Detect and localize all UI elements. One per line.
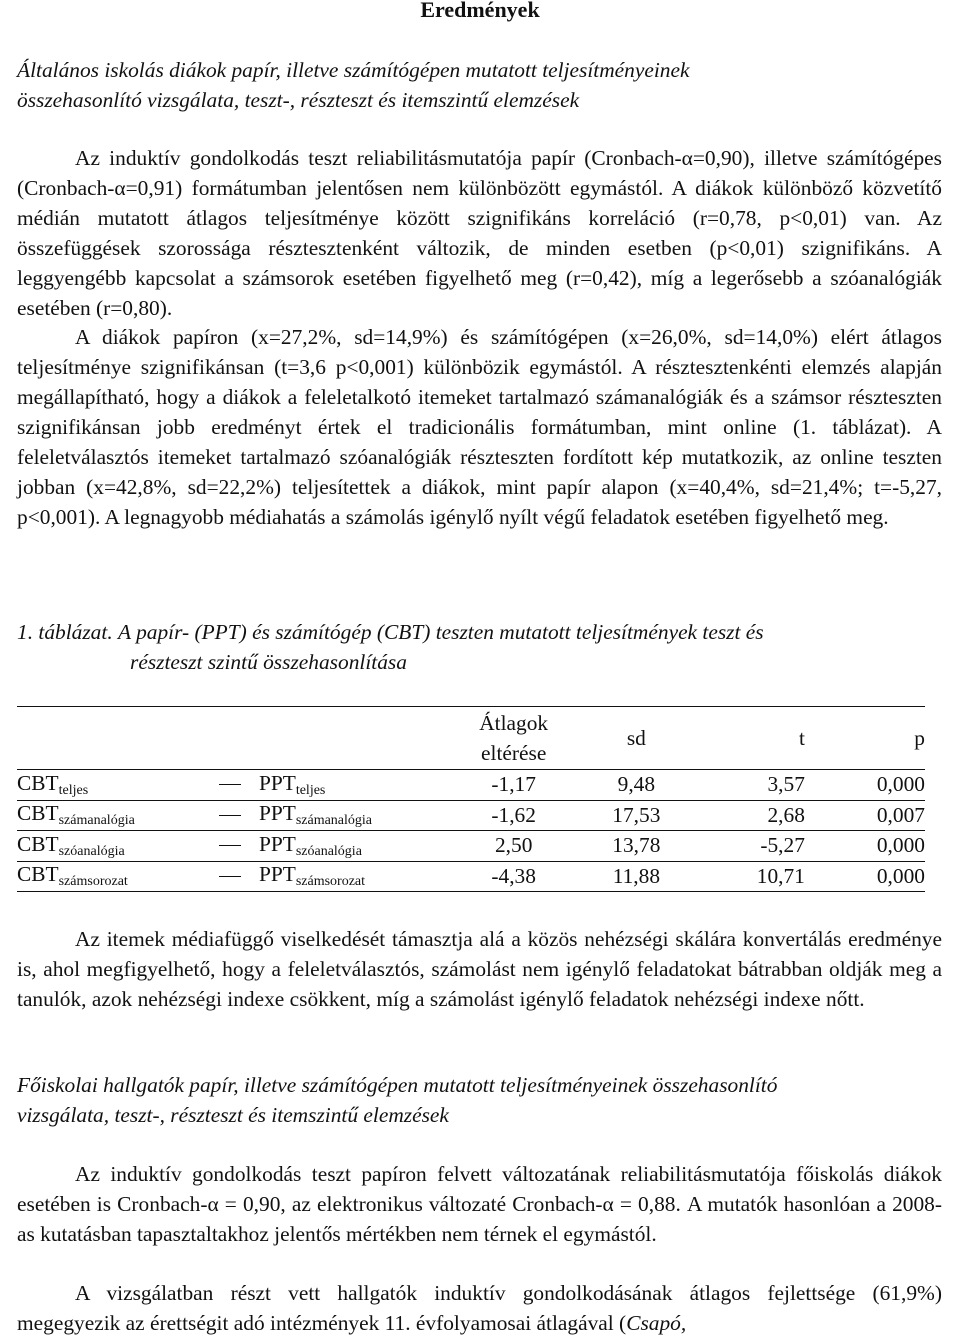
paragraph-item-behaviour	[17, 924, 942, 1014]
dash-icon	[219, 815, 241, 816]
paragraph-college-reliability	[17, 1159, 942, 1249]
header-mean-difference: Átlagok eltérése	[479, 711, 549, 765]
paragraph-text: Az induktív gondolkodás teszt papíron felvett változatának reliabilitásmutatója főiskolás diákok esetében is Cronbach-α = 0,90, az elektronikus változaté Cronbach-α = 0,88. A mutatók hasonlóan a 2008-as kutatásban tapasztaltakhoz jelentős mértékben nem térnek el egymástól.	[17, 1162, 942, 1246]
mean-diff-cell: -1,17	[491, 772, 536, 797]
results-heading: Eredmények	[420, 0, 540, 22]
ppt-cell: $PPT_{teljes}$	[219, 770, 450, 801]
table-caption-title-cont: részteszt szintű összehasonlítása	[130, 650, 407, 674]
t-cell: 10,71	[756, 863, 805, 888]
paragraph-text: Az induktív gondolkodás teszt reliabilitásmutatója papír (Cronbach-α=0,90), illetve számítógépes (Cronbach-α=0,91) formátumban jelentősen nem különbözött egymástól. A diákok különböző közvetítő médián mutatott átlagos teljesítménye között szignifikáns korreláció (r=0,78, p<0,01) van. Az összefüggések szorossága résztesztenként változik, de minden esetben (p<0,01) szignifikáns. A leggyengébb kapcsolat a számsorok esetében figyelhető meg (r=0,42), míg a legerősebb a szóanalógiák esetében (r=0,80).	[17, 146, 942, 320]
paragraph-college-mean	[17, 1278, 942, 1338]
sd-cell: 9,48	[617, 772, 656, 797]
table-header-row	[17, 707, 925, 770]
section-title-primary-school	[17, 55, 937, 115]
t-cell: -5,27	[760, 833, 805, 858]
table-caption-label: 1. táblázat.	[17, 620, 113, 644]
cbt-cell: $CBT_{szóanalógia}$	[17, 831, 125, 859]
table-row	[17, 800, 925, 831]
table-row	[17, 861, 925, 892]
p-cell: 0,000	[876, 833, 925, 858]
ppt-cell: $PPT_{számsorozat}$	[219, 861, 450, 892]
paragraph-reliability	[17, 143, 942, 323]
section-title-line: vizsgálata, teszt-, részteszt és itemszintű elemzések	[17, 1103, 449, 1127]
sd-cell: 13,78	[612, 833, 661, 858]
paragraph-text: A vizsgálatban részt vett hallgatók induktív gondolkodásának átlagos fejlettsége (61,9%) megegyezik az érettségit adó intézmények 11. évfolyamosai átlagával (	[17, 1281, 942, 1335]
section-title-college	[17, 1070, 937, 1130]
citation-author: Csapó,	[626, 1311, 687, 1335]
p-cell: 0,000	[876, 772, 925, 797]
sd-cell: 17,53	[612, 802, 661, 827]
cbt-cell: $CBT_{számanalógia}$	[17, 801, 135, 829]
dash-icon	[219, 845, 241, 846]
table-caption-title: A papír- (PPT) és számítógép (CBT) teszten mutatott teljesítmények teszt és	[118, 620, 764, 644]
table-row	[17, 831, 925, 862]
mean-diff-cell: -1,62	[491, 802, 536, 827]
section-title-line: Általános iskolás diákok papír, illetve számítógépen mutatott teljesítményeinek	[17, 58, 690, 82]
cbt-cell: $CBT_{teljes}$	[17, 770, 89, 798]
ppt-cell: $PPT_{szóanalógia}$	[219, 831, 450, 862]
dash-icon	[219, 784, 241, 785]
ppt-cell: $PPT_{számanalógia}$	[219, 800, 450, 831]
header-t: t	[798, 726, 805, 750]
p-cell: 0,000	[876, 863, 925, 888]
mean-diff-cell: -4,38	[491, 863, 536, 888]
results-table	[17, 706, 925, 892]
sd-cell: 11,88	[612, 863, 661, 888]
table-row	[17, 770, 925, 801]
paragraph-mean-performance	[17, 322, 942, 532]
header-sd: sd	[626, 726, 646, 750]
header-p: p	[914, 726, 925, 750]
paragraph-text: A diákok papíron (x=27,2%, sd=14,9%) és számítógépen (x=26,0%, sd=14,0%) elért átlagos teljesítménye szignifikánsan (t=3,6 p<0,001) különbözik egymástól. A résztesztenkénti elemzés alapján megállapítható, hogy a diákok a feleletalkotó itemeket tartalmazó számanalógiák és a számsor részteszten szignifikánsan jobb eredményt értek el tradicionális formátumban, mint online (1. táblázat). A feleletválasztós itemeket tartalmazó szóanalógiák részteszten fordított kép mutatkozik, az online teszten jobban (x=42,8%, sd=22,2%) teljesítettek a diákok, mint papír alapon (x=40,4%, sd=21,4%; t=-5,27, p<0,001). A legnagyobb médiahatás a számolás igénylő nyílt végű feladatok esetében figyelhető meg.	[17, 325, 942, 529]
p-cell: 0,007	[876, 802, 925, 827]
paragraph-text: Az itemek médiafüggő viselkedését támasztja alá a közös nehézségi skálára konvertálás eredménye is, ahol megfigyelhető, hogy a feleletválasztós, számolást nem igénylő feladatokat bátrabban oldják meg a tanulók, azok nehézségi indexe csökkent, míg a számolást igénylő feladatok nehézségi indexe nőtt.	[17, 927, 942, 1011]
mean-diff-cell: 2,50	[494, 833, 533, 858]
section-title-line: Főiskolai hallgatók papír, illetve számítógépen mutatott teljesítményeinek összehasonlító	[17, 1073, 778, 1097]
section-title-line: összehasonlító vizsgálata, teszt-, részteszt és itemszintű elemzések	[17, 88, 580, 112]
dash-icon	[219, 876, 241, 877]
t-cell: 3,57	[767, 772, 805, 797]
t-cell: 2,68	[767, 802, 805, 827]
cbt-cell: $CBT_{számsorozat}$	[17, 862, 128, 890]
table-caption	[17, 617, 937, 677]
